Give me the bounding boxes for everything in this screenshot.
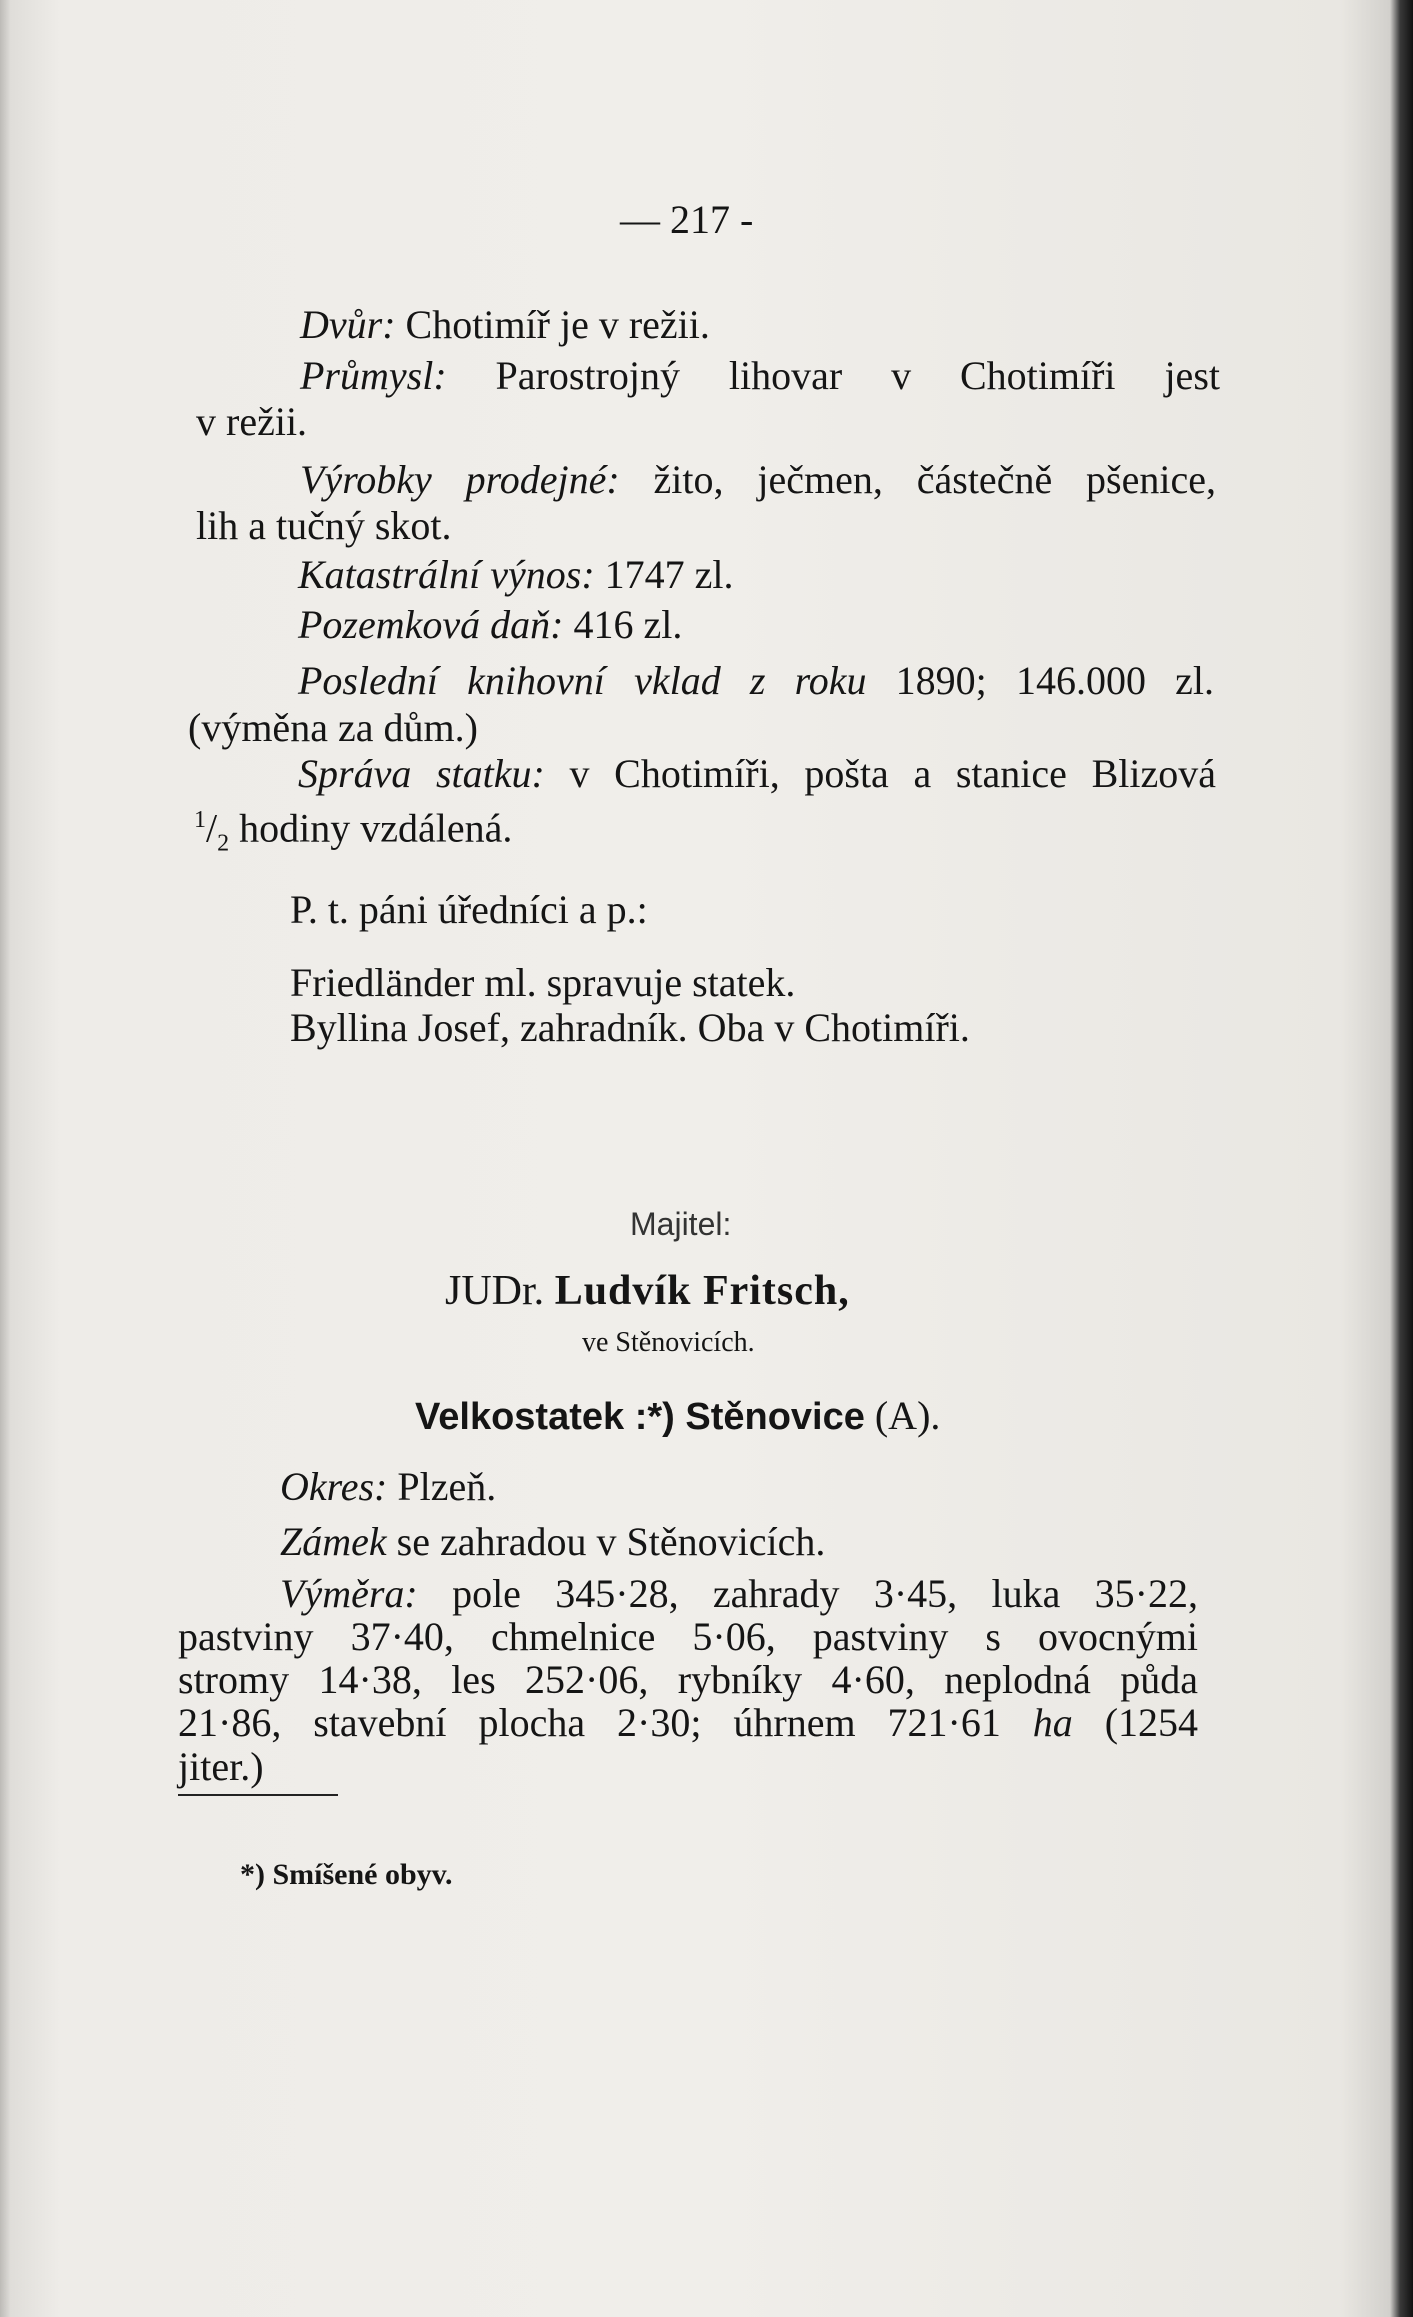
sprava-text-2: hodiny vzdálená. (239, 805, 513, 851)
okres-label: Okres: (280, 1464, 388, 1509)
dan-label: Pozemková daň: (298, 602, 564, 647)
vyrobky-label: Výrobky prodejné: (300, 457, 620, 502)
prumysl-text: Parostrojný lihovar v Chotimíři jest (495, 353, 1220, 398)
sprava-label: Správa statku: (298, 751, 545, 796)
vymera-text-1: pole 345·28, zahrady 3·45, luka 35·22, (452, 1571, 1199, 1616)
prumysl-cont: v režii. (196, 399, 308, 444)
vymera-line-2: pastviny 37·40, chmelnice 5·06, pastviny s ovocnými (178, 1614, 1198, 1659)
katastr-text: 1747 zl. (604, 552, 734, 597)
sprava-cont: $^1/_2$ hodiny vzdálená. (194, 805, 513, 857)
zamek-label: Zámek (280, 1519, 387, 1564)
urednici-heading: P. t. páni úředníci a p.: (290, 887, 648, 932)
dvur-line (300, 302, 710, 348)
footnote-rule (178, 1794, 338, 1796)
vyrobky-cont: lih a tučný skot. (196, 503, 452, 548)
urednici-line-2: Byllina Josef, zahradník. Oba v Chotimíři. (290, 1005, 970, 1050)
vymera-line-3: stromy 14·38, les 252·06, rybníky 4·60, neplodná půda (178, 1657, 1198, 1702)
dan-text: 416 zl. (573, 602, 683, 647)
owner-line (445, 1268, 850, 1314)
fraction-numerator: 1 (194, 807, 206, 833)
prumysl-label: Průmysl: (300, 353, 447, 398)
majitel-label: Majitel: (630, 1206, 732, 1242)
page-number: — 217 - (620, 197, 754, 242)
vklad-line (298, 659, 1214, 702)
estate-suffix: (A). (874, 1393, 941, 1438)
vklad-label: Poslední knihovní vklad z roku (298, 658, 867, 703)
vymera-line-5: jiter.) (178, 1744, 264, 1789)
estate-title-line (415, 1393, 940, 1440)
vymera-text-4a: 21·86, stavební plocha 2·30; úhrnem 721·61 (178, 1700, 1001, 1745)
zamek-text: se zahradou v Stěnovicích. (396, 1519, 826, 1564)
vklad-text: 1890; 146.000 zl. (895, 658, 1214, 703)
page-edge (0, 0, 10, 2317)
vyrobky-line (300, 458, 1216, 501)
footnote: *) Smíšené obyv. (240, 1858, 453, 1891)
katastr-line (298, 552, 734, 598)
owner-place: ve Stěnovicích. (582, 1327, 755, 1358)
zamek-line (280, 1519, 825, 1565)
dvur-label: Dvůr: (300, 302, 396, 347)
sprava-text: v Chotimíři, pošta a stanice Blizová (569, 751, 1216, 796)
sprava-line (298, 752, 1216, 795)
vyrobky-text: žito, ječmen, částečně pšenice, (653, 457, 1217, 502)
vymera-text-4c: (1254 (1104, 1700, 1199, 1745)
katastr-label: Katastrální výnos: (298, 552, 595, 597)
owner-name: Ludvík Fritsch, (554, 1268, 850, 1314)
dvur-text: Chotimíř je v režii. (405, 302, 710, 347)
urednici-line-1: Friedländer ml. spravuje statek. (290, 960, 796, 1005)
fraction-denominator: 2 (217, 830, 230, 857)
vymera-line-4 (178, 1701, 1198, 1744)
owner-prefix: JUDr. (445, 1268, 545, 1314)
vymera-label: Výměra: (280, 1571, 418, 1616)
vklad-cont: (výměna za dům.) (188, 705, 478, 750)
vymera-unit-ha: ha (1032, 1700, 1073, 1745)
okres-line (280, 1464, 496, 1510)
estate-title: Velkostatek :*) Stěnovice (415, 1396, 865, 1438)
dan-line (298, 602, 682, 648)
vymera-line-1 (280, 1572, 1198, 1615)
okres-text: Plzeň. (397, 1464, 497, 1509)
prumysl-line (300, 354, 1220, 397)
